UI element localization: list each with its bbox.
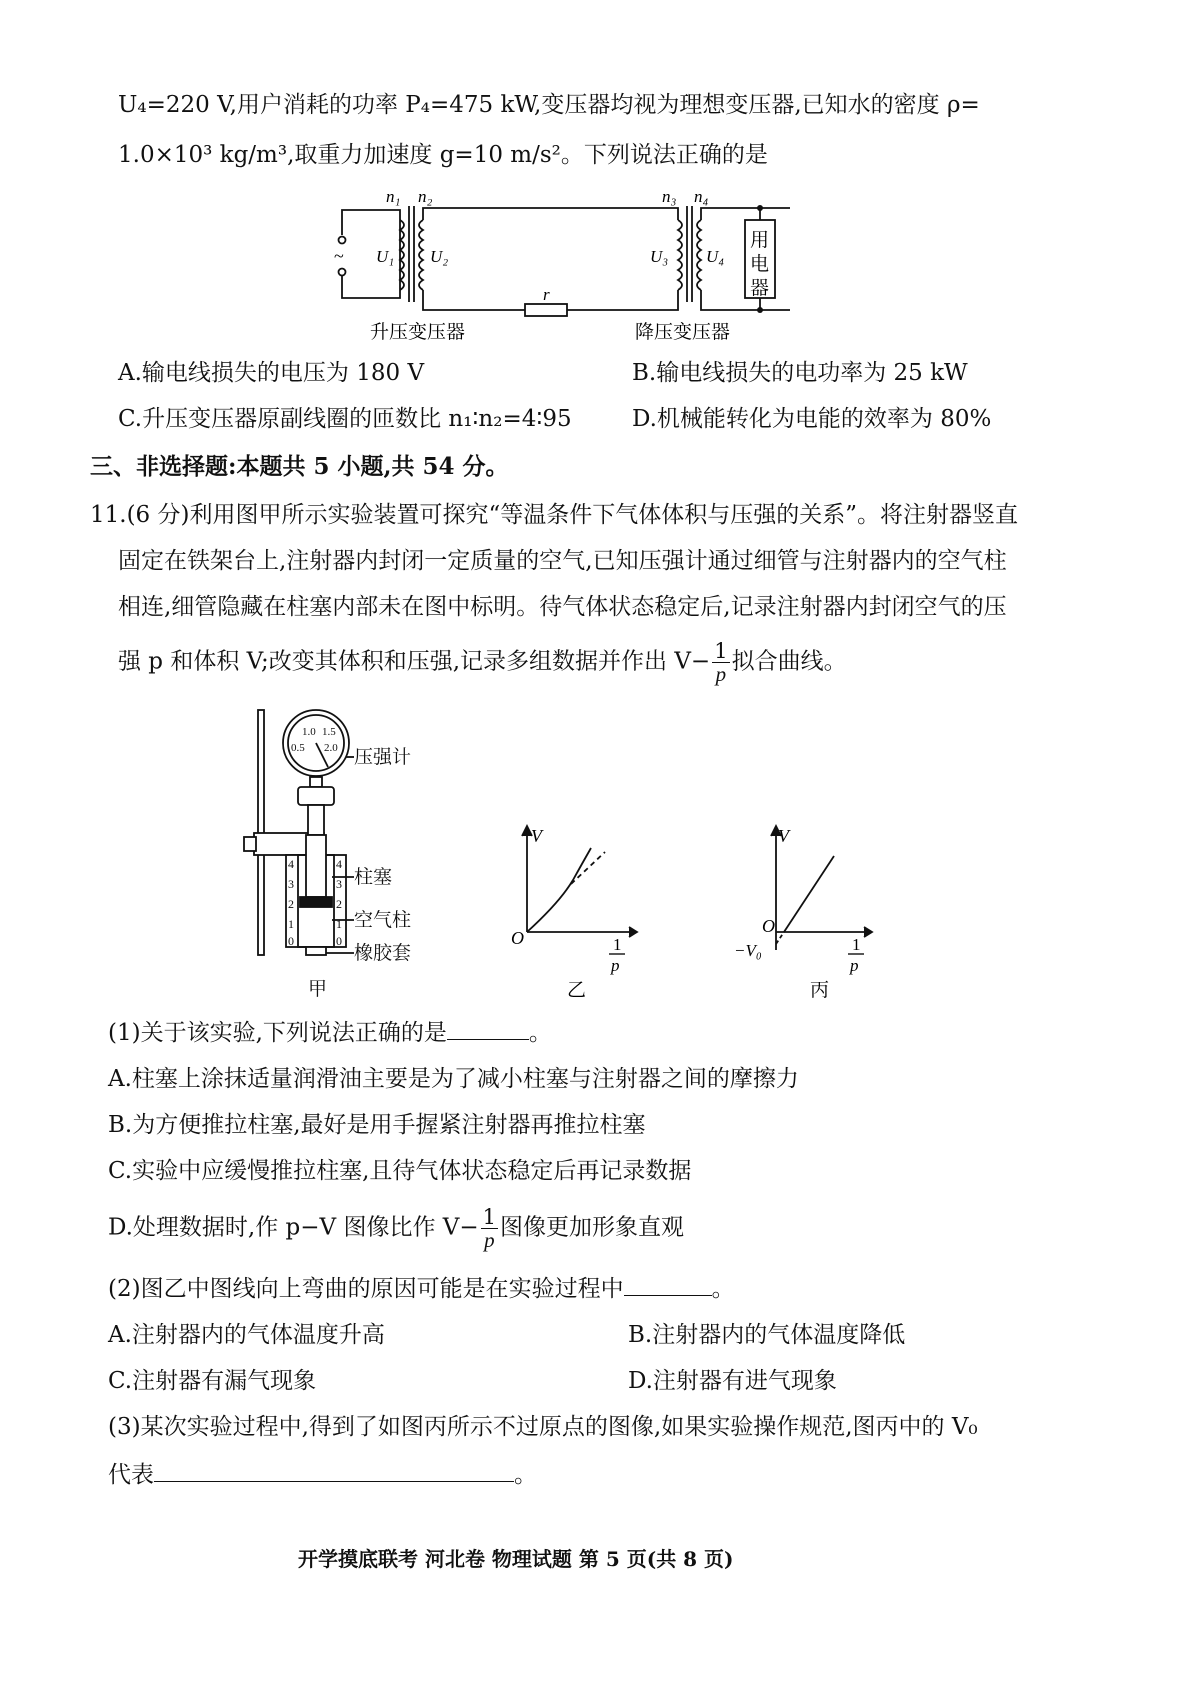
transformer-circuit-diagram	[320, 180, 820, 345]
gauge-tick-10: 1.0	[302, 726, 316, 738]
q11-line-4	[118, 640, 847, 685]
bing-axis-v: V	[778, 826, 789, 846]
label-n2: n₂	[418, 187, 433, 206]
q10-option-c: C.升压变压器原副线圈的匝数比 n₁∶n₂=4∶95	[118, 406, 572, 432]
caption-yi: 乙	[567, 980, 587, 1000]
gauge-tick-05: 0.5	[291, 742, 305, 754]
sub2-answer-blank[interactable]	[624, 1275, 712, 1296]
gauge-tick-20: 2.0	[324, 742, 338, 754]
q11-line-1: 11.(6 分)利用图甲所示实验装置可探究“等温条件下气体体积与压强的关系”。将注射器竖直	[90, 502, 1018, 528]
bing-axis-x-num: 1	[852, 935, 861, 954]
q11-line-3: 相连,细管隐藏在柱塞内部未在图中标明。待气体状态稳定后,记录注射器内封闭空气的压	[118, 594, 1007, 620]
sub1-option-d: D.处理数据时,作 p−V 图像比作 V− $\frac{1}{p}$ 图像更加形象直观	[108, 1205, 685, 1252]
scale-right-2: 2	[336, 897, 342, 911]
scale-right-1: 1	[336, 917, 342, 931]
scale-left-1: 1	[288, 917, 294, 931]
sub2-option-a: A.注射器内的气体温度升高	[108, 1322, 385, 1348]
label-plunger: 柱塞	[354, 867, 393, 888]
sub1-option-c: C.实验中应缓慢推拉柱塞,且待气体状态稳定后再记录数据	[108, 1158, 692, 1184]
sub1-answer-blank[interactable]	[447, 1019, 529, 1040]
ac-source-symbol: ~	[334, 246, 344, 266]
label-u2: U₂	[430, 247, 449, 266]
scale-right-4: 4	[336, 857, 342, 871]
bing-neg-v0: −V₀	[734, 941, 762, 960]
label-u4: U₄	[706, 247, 725, 266]
sub3-line-1: (3)某次实验过程中,得到了如图丙所示不过原点的图像,如果实验操作规范,图丙中的 V₀	[108, 1414, 978, 1440]
sub1-option-b: B.为方便推拉柱塞,最好是用手握紧注射器再推拉柱塞	[108, 1112, 646, 1138]
bing-axis-origin: O	[762, 916, 775, 936]
sub2-stem: (2)图乙中图线向上弯曲的原因可能是在实验过程中 。	[108, 1276, 735, 1302]
yi-axis-origin: O	[511, 928, 524, 948]
q11-line-2: 固定在铁架台上,注射器内封闭一定质量的空气,已知压强计通过细管与注射器内的空气柱	[118, 548, 1007, 574]
yi-axis-x-num: 1	[613, 935, 622, 954]
label-n3: n₃	[662, 187, 677, 206]
scale-left-4: 4	[288, 857, 294, 871]
q10-option-a: A.输电线损失的电压为 180 V	[118, 360, 425, 386]
label-u3: U₃	[650, 247, 669, 266]
load-char-3: 器	[750, 278, 770, 299]
sub2-option-b: B.注射器内的气体温度降低	[628, 1322, 906, 1348]
figure-jia-apparatus	[236, 705, 436, 1005]
scale-left-3: 3	[288, 877, 294, 891]
q11-line-4-text: 强 p 和体积 V;改变其体积和压强,记录多组数据并作出 V−	[118, 648, 711, 675]
intro-line-1: U₄=220 V,用户消耗的功率 P₄=475 kW,变压器均视为理想变压器,已知水的密度 ρ=	[118, 92, 980, 118]
label-gauge: 压强计	[354, 747, 412, 768]
label-n1: n₁	[386, 187, 401, 206]
load-char-1: 用	[750, 230, 770, 251]
fraction-1-over-p: $\frac{1}{p}$	[714, 639, 728, 686]
label-step-down: 降压变压器	[635, 322, 731, 343]
caption-jia: 甲	[308, 979, 328, 1000]
bing-axis-x-den: p	[850, 956, 859, 975]
label-u1: U₁	[376, 247, 395, 266]
scale-left-0: 0	[288, 934, 294, 948]
load-char-2: 电	[750, 254, 770, 275]
gauge-tick-15: 1.5	[322, 726, 336, 738]
intro-line-2: 1.0×10³ kg/m³,取重力加速度 g=10 m/s²。下列说法正确的是	[118, 142, 768, 168]
sub2-option-c: C.注射器有漏气现象	[108, 1368, 317, 1394]
label-n4: n₄	[694, 187, 709, 206]
page-footer: 开学摸底联考 河北卷 物理试题 第 5 页(共 8 页)	[298, 1547, 734, 1571]
label-rubber-cap: 橡胶套	[354, 943, 412, 964]
figure-yi-graph	[505, 820, 655, 1000]
label-step-up: 升压变压器	[370, 322, 466, 343]
q10-option-d: D.机械能转化为电能的效率为 80%	[632, 406, 992, 432]
sub3-line-2: 代表 。	[108, 1462, 537, 1488]
sub3-answer-blank[interactable]	[154, 1461, 514, 1482]
q10-option-b: B.输电线损失的电功率为 25 kW	[632, 360, 968, 386]
fraction-1-over-p: $\frac{1}{p}$	[482, 1205, 497, 1252]
sub1-stem: (1)关于该实验,下列说法正确的是 。	[108, 1020, 552, 1046]
section-heading: 三、非选择题:本题共 5 小题,共 54 分。	[90, 453, 509, 480]
scale-right-0: 0	[336, 934, 342, 948]
sub1-option-a: A.柱塞上涂抹适量润滑油主要是为了减小柱塞与注射器之间的摩擦力	[108, 1066, 799, 1092]
figure-bing-graph	[730, 820, 890, 1000]
label-r: r	[543, 285, 550, 304]
sub2-option-d: D.注射器有进气现象	[628, 1368, 837, 1394]
label-air-column: 空气柱	[354, 910, 412, 931]
yi-axis-v: V	[531, 826, 542, 846]
scale-left-2: 2	[288, 897, 294, 911]
scale-right-3: 3	[336, 877, 342, 891]
q11-line-4-end: 拟合曲线。	[731, 648, 847, 675]
caption-bing: 丙	[810, 980, 830, 1000]
yi-axis-x-den: p	[611, 956, 620, 975]
